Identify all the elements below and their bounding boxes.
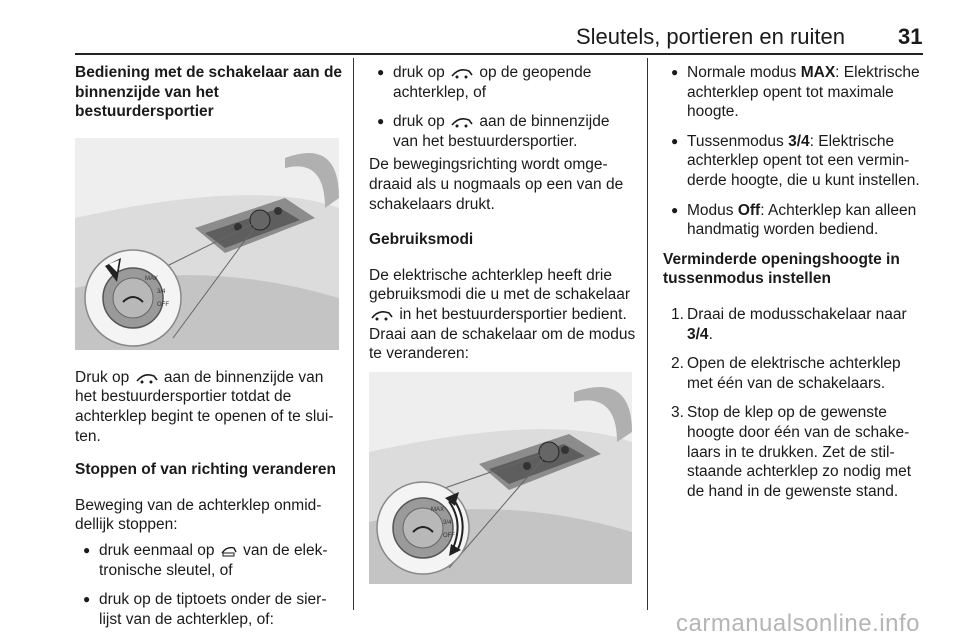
- bullet-list-tailgate-buttons: [369, 63, 637, 151]
- text-fragment: Stop de klep op de gewenste hoogte door één van de schakelaars in te drukken. Zet de stilstaande achterklep zo nodig met de hand in de gewenste stand.: [687, 404, 912, 500]
- paragraph-direction-reversal: De bewegingsrichting wordt omgedraaid als u nogmaals op een van de schakelaars drukt.: [369, 156, 624, 213]
- mode-name-max: MAX: [800, 64, 836, 81]
- column-divider-left: [353, 58, 354, 610]
- text-fragment: op de geopende achterklep, of: [393, 64, 592, 101]
- page-number: 31: [898, 24, 923, 49]
- list-item: [369, 112, 637, 151]
- list-item: [663, 132, 925, 191]
- list-item: [663, 63, 925, 122]
- tailgate-key-icon: [221, 545, 237, 557]
- section-heading-modes: Gebruiksmodi: [369, 231, 474, 249]
- list-item: [75, 590, 343, 629]
- column-left: [75, 63, 343, 639]
- list-item: [663, 354, 925, 393]
- paragraph-modes-intro: [369, 266, 637, 364]
- text-fragment: : Elektrische achterklep opent tot een verminderde hoogte, die u kunt instellen.: [687, 132, 920, 189]
- text-fragment: Draai de modusschakelaar naar: [687, 305, 907, 323]
- section-heading-reduced-height: Verminderde openingshoogte in tussenmodus instellen: [663, 250, 900, 288]
- numbered-steps: [663, 305, 925, 501]
- dial-label-off: OFF: [443, 532, 455, 539]
- section-heading-door-switch: Bediening met de schakelaar aan de binnenzijde van het bestuurdersportier: [75, 64, 343, 121]
- tailgate-icon: [451, 116, 473, 128]
- list-item: [369, 63, 637, 102]
- list-item: [663, 305, 925, 344]
- list-item: [75, 541, 343, 580]
- step-number: 3.: [671, 404, 684, 422]
- list-item: [663, 201, 925, 240]
- watermark: carmanualsonline.info: [676, 610, 920, 637]
- text-fragment: in het bestuurdersportier bedient. Draai aan de schakelaar om de modus te veranderen:: [369, 305, 636, 363]
- bullet-list-modes: [663, 63, 925, 240]
- text-fragment: druk op de tiptoets onder de sierlijst van de achterklep, of:: [99, 591, 327, 628]
- dial-label-3-4: 3/4: [157, 288, 166, 295]
- column-divider-right: [647, 58, 648, 610]
- dial-label-max: MAX: [431, 506, 445, 513]
- section-heading-stop-reverse: Stoppen of van richting veranderen: [75, 461, 336, 479]
- dial-label-max: MAX: [145, 275, 159, 282]
- tailgate-icon: [451, 67, 473, 79]
- text-fragment: aan de binnenzijde van het bestuurdersportier totdat de achterklep begint te openen of te sluiten.: [75, 368, 334, 445]
- text-fragment: druk eenmaal op: [99, 541, 215, 559]
- step-bold-value: 3/4: [687, 325, 709, 343]
- dial-label-3-4: 3/4: [443, 519, 452, 526]
- page-header-title: Sleutels, portieren en ruiten: [575, 24, 845, 49]
- column-right: [663, 63, 925, 511]
- text-fragment: : Achterklep kan alleen handmatig worden bediend.: [687, 201, 917, 239]
- text-fragment: Druk op: [75, 368, 130, 386]
- text-fragment: druk op: [393, 113, 445, 131]
- column-middle: [369, 63, 637, 584]
- step-number: 1.: [671, 305, 684, 323]
- text-fragment: De elektrische achterklep heeft drie gebruiksmodi die u met de schakelaar: [369, 266, 631, 304]
- paragraph-press-door-switch: [75, 368, 343, 446]
- tailgate-icon: [136, 372, 158, 384]
- text-fragment: : Elektrische achterklep opent tot maximale hoogte.: [687, 64, 920, 121]
- text-fragment: van de elektronische sleutel, of: [99, 541, 328, 579]
- text-fragment: .: [708, 325, 713, 343]
- bullet-list-stop: [75, 541, 343, 629]
- header-divider: [75, 53, 923, 55]
- door-switch-illustration: [75, 138, 339, 350]
- dial-label-off: OFF: [157, 301, 169, 308]
- mode-name-off: Off: [737, 201, 761, 219]
- paragraph-stop-motion: Beweging van de achterklep onmiddellijk stoppen:: [75, 496, 322, 534]
- text-fragment: Open de elektrische achterklep met één van de schakelaars.: [687, 355, 901, 392]
- text-fragment: aan de binnenzijde van het bestuurdersportier.: [393, 113, 610, 150]
- step-number: 2.: [671, 355, 684, 373]
- text-fragment: druk op: [393, 64, 445, 81]
- mode-switch-illustration: [369, 372, 632, 584]
- tailgate-icon: [371, 309, 393, 321]
- text-fragment: Modus: [687, 201, 738, 219]
- text-fragment: Normale modus: [687, 64, 801, 81]
- mode-name-3-4: 3/4: [788, 132, 810, 150]
- text-fragment: Tussenmodus: [687, 132, 789, 150]
- list-item: [663, 403, 925, 501]
